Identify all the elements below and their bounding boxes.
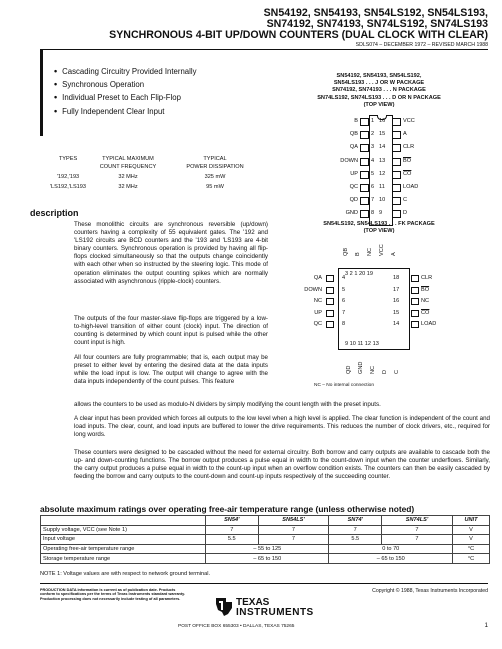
power-header-1: TYPICAL — [203, 156, 227, 162]
fk-pin-label: QC — [313, 321, 322, 327]
dip-pin-box — [392, 210, 401, 218]
fk-bottom-pin-label: GND — [358, 361, 364, 374]
doc-title-line-1: SN54192, SN54193, SN54LS192, SN54LS193, — [263, 7, 488, 19]
fk-bottom-pin-label: C — [394, 369, 400, 374]
types-cell: 'LS192,'LS193 — [49, 184, 87, 190]
dip-pin-label: D — [403, 210, 408, 217]
fk-pin-number: 15 — [393, 309, 400, 316]
description-paragraph: All four counters are fully programmable; that is, each output may be preset to either level by entering the desired data at the data inputs while the load input is low. The output will change to agree with the data inputs independently of the count pulses. This feature — [74, 354, 268, 386]
fk-top-pin-label: NC — [367, 247, 373, 256]
dip-pin-label: QD — [349, 197, 358, 204]
dip-pin-label: $\overline{BO}$ — [403, 157, 412, 164]
description-paragraph: These counters were designed to be cascaded without the need for external circuitry. Both borrow and carry outputs are available to cascade both the up- and down-counting functions. The borrow output produces a pulse equal in width to the count-down input when the counter underflows. Similarly, the carry output produces a pulse equal in width to the count-up input when an overflow condition exists. The counters can then be easily cascaded by feeding the borrow and carry outputs to the count-down and count-up inputs respectively of the succeeding counter. — [74, 449, 490, 481]
fk-pin-label: $\overline{CO}$ — [421, 309, 430, 316]
dip-pin-number: 14 — [379, 144, 386, 151]
description-paragraph: allows the counters to be used as modulo-N dividers by simply modifying the count length with the preset inputs. — [74, 401, 381, 408]
description-paragraph: The outputs of the four master-slave flip-flops are triggered by a low-to-high-level transition of either count (clock) input. The direction of counting is determined by which count input is pulsed while the other count input is high. — [74, 315, 268, 347]
fk-pin-number: 5 — [342, 286, 346, 293]
dip-pin-box — [392, 158, 401, 166]
dip-pin-box — [360, 210, 369, 218]
dip-pin-box — [392, 118, 401, 126]
dip-pin-box — [392, 171, 401, 179]
freq-cell: 32 MHz — [118, 184, 138, 190]
feature-sidebar-bar — [40, 50, 43, 136]
dip-pin-box — [360, 197, 369, 205]
fk-top-pin-label: A — [391, 252, 397, 256]
fk-pin-box — [326, 310, 334, 317]
dip-pin-label: VCC — [403, 118, 415, 124]
freq-header-2: COUNT FREQUENCY — [99, 164, 157, 170]
doc-title-line-3: SYNCHRONOUS 4-BIT UP/DOWN COUNTERS (DUAL CLOCK WITH CLEAR) — [109, 29, 488, 41]
dip-pin-box — [392, 184, 401, 192]
fk-pin-label: CLR — [421, 275, 433, 281]
dip-pin-label: A — [403, 131, 407, 138]
nc-note: NC – No internal connection — [314, 383, 374, 388]
power-cell: 325 mW — [204, 174, 226, 180]
table-row: Storage temperature range – 65 to 150 – 65 to 150 °C — [41, 554, 490, 564]
dip-pin-label: QB — [349, 131, 358, 138]
fk-pin-box — [411, 275, 419, 282]
dip-pin-number: 11 — [379, 184, 385, 190]
dip-pin-number: 5 — [371, 170, 375, 177]
fk-pin-label: NC — [421, 298, 430, 304]
dip-pin-number: 8 — [371, 210, 375, 217]
feature-item: • Individual Preset to Each Flip-Flop — [54, 92, 181, 102]
dip-pin-number: 12 — [379, 170, 386, 177]
fk-pin-box — [411, 287, 419, 294]
fk-pin-number: 17 — [393, 286, 400, 293]
table-row: Operating free-air temperature range – 55 to 125 0 to 70 °C — [41, 544, 490, 554]
dip-pin-number: 16 — [379, 118, 386, 124]
fk-bottom-pin-label: NC — [370, 365, 376, 374]
fk-pin-number: 14 — [393, 321, 400, 327]
ratings-col-header: SN74LS' — [381, 516, 452, 526]
dip-pin-box — [360, 131, 369, 139]
fk-pin-number: 8 — [342, 321, 346, 327]
fk-top-pin-label: QB — [343, 247, 349, 256]
page-number: 1 — [484, 622, 488, 629]
dip-pin-number: 7 — [371, 197, 375, 204]
voltage-note: NOTE 1: Voltage values are with respect to network ground terminal. — [40, 571, 211, 577]
fk-pin-box — [411, 298, 419, 305]
dip-pin-box — [360, 118, 369, 126]
doc-revision: SDLS074 – DECEMBER 1972 – REVISED MARCH 1988 — [355, 42, 488, 48]
fk-pin-box — [326, 298, 334, 305]
ratings-table — [40, 515, 490, 564]
amr-heading: absolute maximum ratings over operating free-air temperature range (unless otherwise noted) — [40, 504, 415, 514]
dip-pin-label: CLR — [403, 144, 415, 151]
dip-pin-box — [360, 158, 369, 166]
dip-pin-number: 9 — [379, 210, 383, 217]
doc-title-line-2: SN74192, SN74193, SN74LS192, SN74LS193 — [266, 18, 488, 30]
table-row: Supply voltage, VCC (see Note 1) 7 7 7 7 V — [41, 525, 490, 535]
fk-bottom-pin-numbers: 9 10 11 12 13 — [345, 341, 379, 347]
fk-pin-box — [326, 287, 334, 294]
types-cell: '192,'193 — [56, 174, 80, 180]
fk-bottom-pin-label: D — [382, 369, 388, 374]
dip-pin-label: QC — [349, 184, 358, 190]
table-row: Input voltage 5.5 7 5.5 7 V — [41, 535, 490, 545]
ratings-col-header: SN54' — [206, 516, 259, 526]
fk-pin-box — [411, 310, 419, 317]
freq-cell: 32 MHz — [118, 174, 138, 180]
ti-logo-text: TEXAS INSTRUMENTS — [236, 597, 314, 618]
fk-bottom-pin-label: QD — [346, 365, 352, 374]
dip-pin-label: DOWN — [340, 157, 358, 164]
fk-top-pin-label: VCC — [379, 244, 385, 256]
dip-pin-number: 1 — [371, 118, 375, 124]
fk-pin-number: 4 — [342, 275, 346, 281]
dip-pin-number: 15 — [379, 131, 386, 138]
description-heading: description — [30, 208, 79, 218]
dip-pin-box — [360, 171, 369, 179]
fk-pin-label: LOAD — [421, 321, 437, 327]
dip-pin-number: 6 — [371, 184, 375, 190]
dip-pin-box — [360, 144, 369, 152]
production-data-notice: PRODUCTION DATA information is current as of publication date. Products conform to specifications per the terms of Texas Instruments standard warranty. Production processing does not necessarily include testing of all parameters. — [40, 588, 186, 601]
feature-item: • Cascading Circuitry Provided Internally — [54, 66, 197, 76]
dip-pin-number: 10 — [379, 197, 386, 204]
fk-pin-label: QA — [313, 275, 322, 281]
freq-header-1: TYPICAL MAXIMUM — [102, 156, 154, 162]
footer-rule — [40, 583, 488, 584]
dip-pin-box — [392, 197, 401, 205]
description-paragraph: These monolithic circuits are synchronous reversible (up/down) counters having a complexity of 55 equivalent gates. The '192 and 'LS192 circuits are BCD counters and the '193 and 'LS193 are 4-bit binary counters. Synchronous operation is provided by having all flip-flops clocked simultaneously so that the outputs change coincidently with each other when so instructed by the steering logic. This mode of operation eliminates the output counting spikes which are normally associated with asynchronous (ripple-clock) counters. — [74, 221, 268, 285]
fk-pin-box — [326, 275, 334, 282]
fk-pin-label: DOWN — [304, 286, 322, 293]
dip-pin-label: UP — [350, 170, 358, 177]
dip-pin-number: 4 — [371, 157, 375, 164]
fk-top-pin-numbers: 3 2 1 20 19 — [345, 271, 373, 277]
ratings-col-header: UNIT — [453, 516, 490, 526]
fk-pin-label: NC — [313, 298, 322, 304]
dip-pin-box — [392, 131, 401, 139]
ratings-col-header: SN54LS' — [258, 516, 329, 526]
feature-item: • Synchronous Operation — [54, 79, 145, 89]
dip-pin-label: C — [403, 197, 408, 204]
fk-pin-box — [326, 321, 334, 328]
package-title: SN54192, SN54193, SN54LS192, SN54LS193 . . . J OR W PACKAGE SN74192, SN74193 . . . N PACKAGE SN74LS192, SN74LS193 . . . D OR N PACKAGE (TOP VIEW) — [317, 73, 441, 108]
header-rule — [40, 49, 488, 50]
fk-top-pin-label: B — [355, 252, 361, 256]
power-cell: 95 mW — [206, 184, 224, 190]
dip-pin-label: GND — [345, 210, 358, 217]
fk-pin-number: 7 — [342, 309, 346, 316]
dip-pin-number: 3 — [371, 144, 375, 151]
feature-item: • Fully Independent Clear Input — [54, 106, 165, 116]
power-header-2: POWER DISSIPATION — [186, 164, 244, 170]
dip-pin-number: 2 — [371, 131, 375, 138]
ratings-col-header — [41, 516, 206, 526]
dip-pin-label: $\overline{CO}$ — [403, 170, 412, 177]
dip-pin-box — [392, 144, 401, 152]
dip-pin-number: 13 — [379, 157, 386, 164]
dip-pin-label: LOAD — [403, 184, 419, 190]
postal-address: POST OFFICE BOX 655303 • DALLAS, TEXAS 75265 — [178, 624, 295, 629]
types-header: TYPES — [58, 156, 78, 162]
copyright: Copyright © 1988, Texas Instruments Incorporated — [372, 588, 488, 594]
dip-pin-label: B — [354, 118, 358, 124]
fk-pin-number: 18 — [393, 275, 400, 281]
fk-pin-number: 6 — [342, 298, 346, 304]
dip-pin-label: QA — [349, 144, 358, 151]
fk-pin-label: UP — [314, 309, 322, 316]
fk-pin-box — [411, 321, 419, 328]
dip-pin-box — [360, 184, 369, 192]
fk-pin-number: 16 — [393, 298, 400, 304]
ratings-col-header: SN74' — [329, 516, 382, 526]
ti-logo-icon — [214, 596, 234, 623]
fk-package-title: SN54LS192, SN54LS193 . . . FK PACKAGE (TOP VIEW) — [323, 221, 435, 235]
description-paragraph: A clear input has been provided which forces all outputs to the low level when a high level is applied. The clear function is independent of the count and load inputs. The clear, count, and load inputs are buffered to lower the drive requirements. This reduces the number of clock drivers, etc., required for long words. — [74, 415, 490, 439]
fk-pin-label: $\overline{BO}$ — [421, 286, 430, 293]
